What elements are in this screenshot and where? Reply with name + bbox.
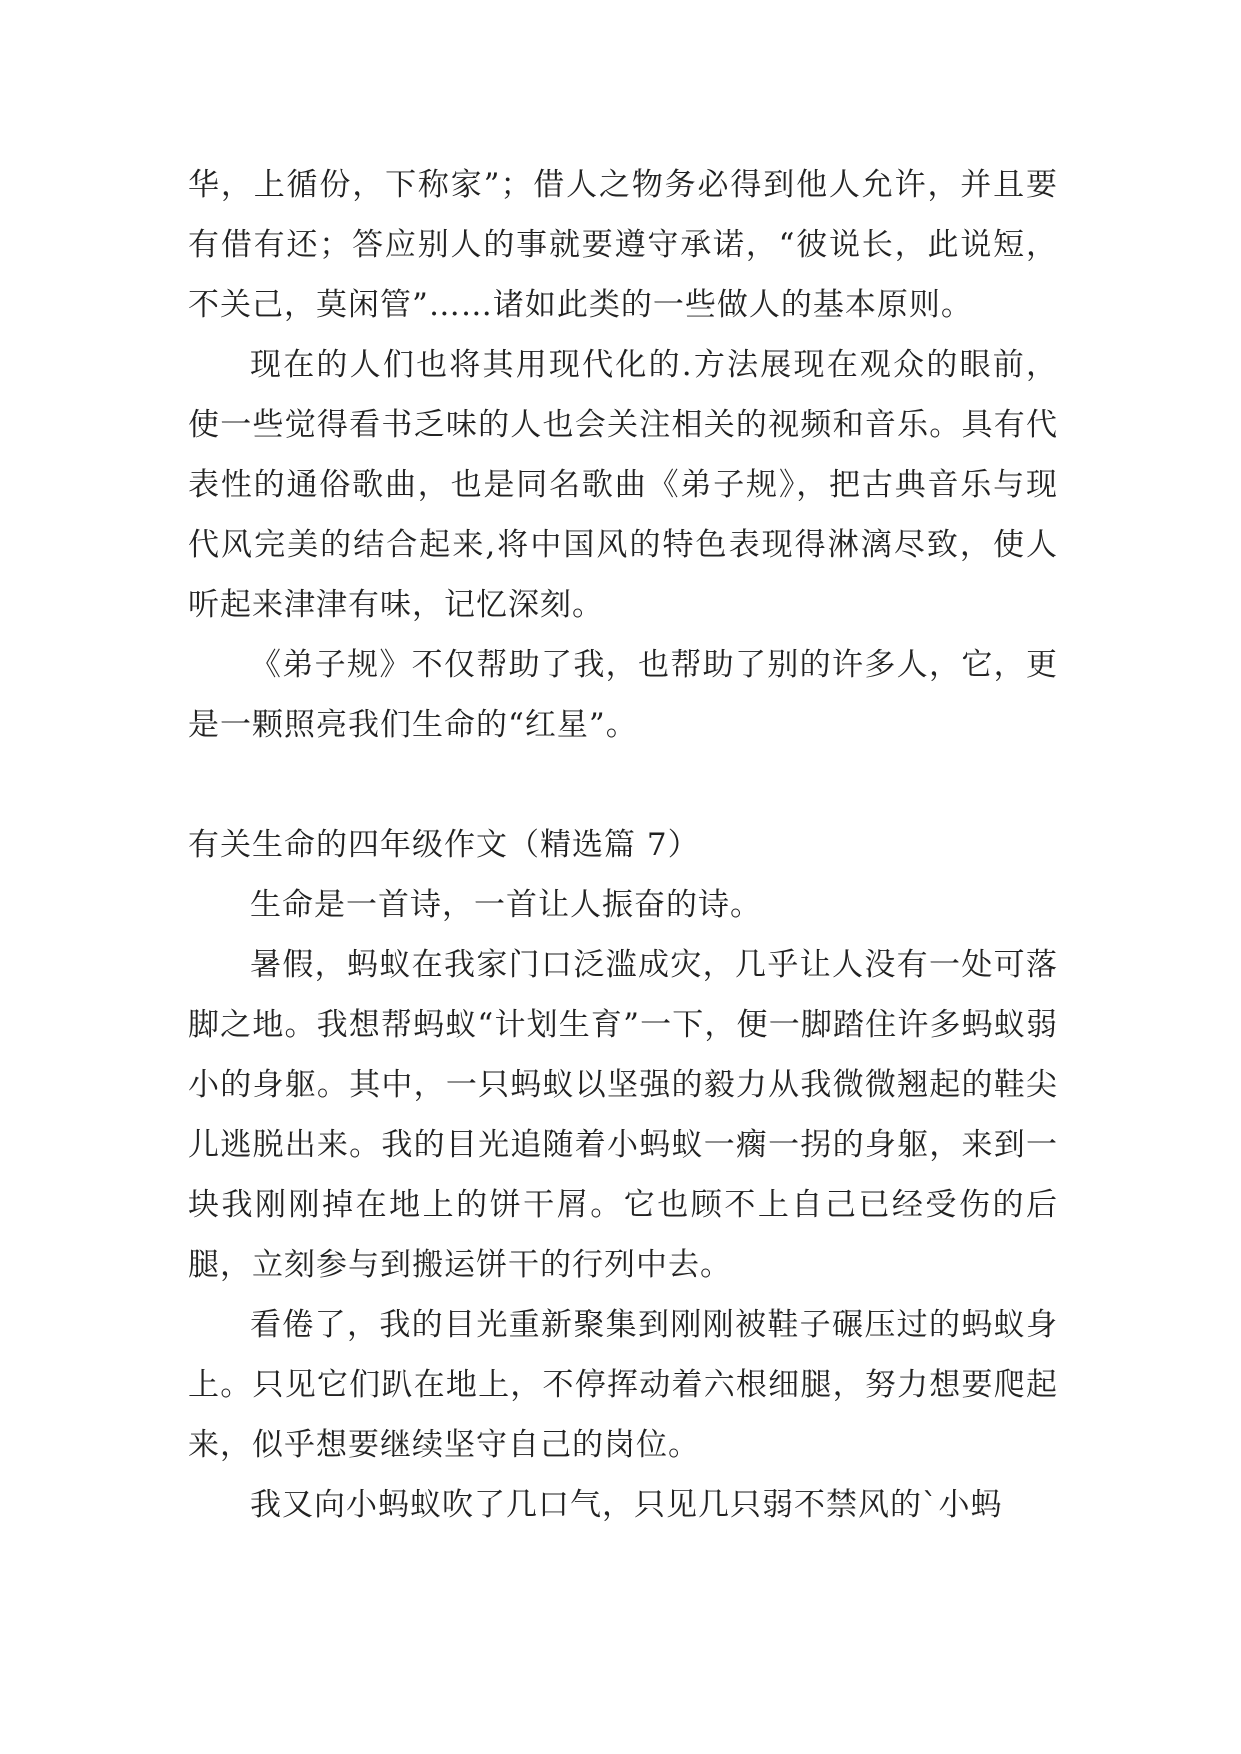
paragraph-6: 看倦了，我的目光重新聚集到刚刚被鞋子碾压过的蚂蚁身上。只见它们趴在地上，不停挥动着六根细腿，努力想要爬起来，似乎想要继续坚守自己的岗位。 <box>188 1307 1058 1463</box>
section-heading: 有关生命的四年级作文（精选篇 7） <box>188 827 700 863</box>
paragraph-2: 现在的人们也将其用现代化的.方法展现在观众的眼前，使一些觉得看书乏味的人也会关注相关的视频和音乐。具有代表性的通俗歌曲，也是同名歌曲《弟子规》，把古典音乐与现代风完美的结合起来,将中国风的特色表现得淋漓尽致，使人听起来津津有味，记忆深刻。 <box>188 347 1058 623</box>
paragraph-7: 我又向小蚂蚁吹了几口气，只见几只弱不禁风的`小蚂 <box>250 1487 1003 1523</box>
paragraph-1: 华，上循份，下称家”；借人之物务必得到他人允许，并且要有借有还；答应别人的事就要遵守承诺，“彼说长，此说短，不关己，莫闲管”……诸如此类的一些做人的基本原则。 <box>188 167 1058 323</box>
paragraph-4: 生命是一首诗，一首让人振奋的诗。 <box>250 887 762 923</box>
paragraph-5: 暑假，蚂蚁在我家门口泛滥成灾，几乎让人没有一处可落脚之地。我想帮蚂蚁“计划生育”一下，便一脚踏住许多蚂蚁弱小的身躯。其中，一只蚂蚁以坚强的毅力从我微微翘起的鞋尖儿逃脱出来。我的目光追随着小蚂蚁一瘸一拐的身躯，来到一块我刚刚掉在地上的饼干屑。它也顾不上自己已经受伤的后腿，立刻参与到搬运饼干的行列中去。 <box>188 947 1058 1283</box>
document-body <box>188 155 1058 1535</box>
paragraph-3: 《弟子规》不仅帮助了我，也帮助了别的许多人，它，更是一颗照亮我们生命的“红星”。 <box>188 647 1058 743</box>
section-spacer <box>188 755 1058 815</box>
